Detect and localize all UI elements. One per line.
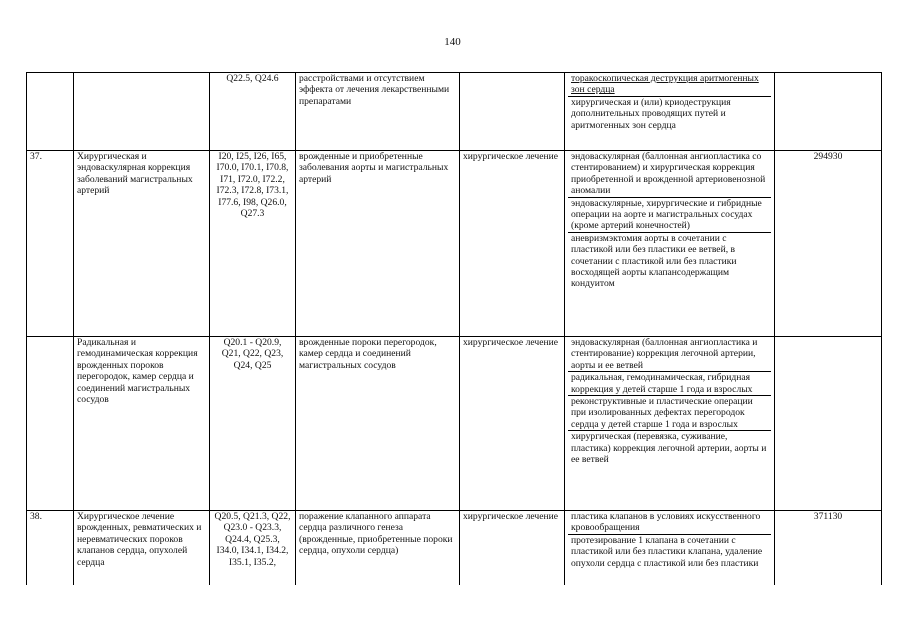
table-row — [27, 151, 882, 337]
icd-codes: Q22.5, Q24.6 — [210, 73, 296, 151]
standard-cost — [775, 73, 882, 151]
treatment-methods — [565, 511, 775, 585]
treatment-type: хирургическое лечение — [460, 337, 565, 511]
standard-cost: 371130 — [775, 511, 882, 585]
row-number — [27, 337, 74, 511]
disease-model: поражение клапанного аппарата сердца различного генеза (врожденные, приобретенные пороки сердца, опухоли сердца) — [296, 511, 460, 585]
table-row — [27, 337, 882, 511]
method-item: эндоваскулярная (баллонная ангиопластика со стентированием) и хирургическая коррекция приобретенной и врожденной артериовенозной аномалии — [571, 151, 766, 197]
method-item: аневризмэктомия аорты в сочетании с пластикой или без пластики ее ветвей, в сочетании с пластикой или без пластики восходящей аорты клапансодержащим кондуитом — [568, 232, 771, 290]
care-type-name — [74, 73, 210, 151]
page-number: 140 — [444, 36, 461, 48]
treatment-methods — [565, 151, 775, 337]
table-row — [27, 73, 882, 151]
standard-cost — [775, 337, 882, 511]
icd-codes: Q20.1 - Q20.9, Q21, Q22, Q23, Q24, Q25 — [210, 337, 296, 511]
care-type-name: Радикальная и гемодинамическая коррекция врожденных пороков перегородок, камер сердца и соединений магистральных сосудов — [74, 337, 210, 511]
method-item: хирургическая (перевязка, суживание, пластика) коррекция легочной артерии, аорты и ее ветвей — [568, 430, 771, 465]
care-type-name: Хирургическая и эндоваскулярная коррекция заболеваний магистральных артерий — [74, 151, 210, 337]
care-type-name: Хирургическое лечение врожденных, ревматических и неревматических пороков клапанов сердца, опухолей сердца — [74, 511, 210, 585]
method-item: торакоскопическая деструкция аритмогенных зон сердца — [571, 73, 759, 96]
method-item: пластика клапанов в условиях искусственного кровообращения — [571, 511, 761, 534]
medical-care-table — [26, 72, 882, 585]
icd-codes: I20, I25, I26, I65, I70.0, I70.1, I70.8, I71, I72.0, I72.2, I72.3, I72.8, I73.1, I77.6, I98, Q26.0, Q27.3 — [210, 151, 296, 337]
treatment-type: хирургическое лечение — [460, 151, 565, 337]
method-item: хирургическая и (или) криодеструкция дополнительных проводящих путей и аритмогенных зон сердца — [568, 96, 771, 131]
method-item: реконструктивные и пластические операции при изолированных дефектах перегородок сердца у детей старше 1 года и взрослых — [568, 395, 771, 430]
row-number: 37. — [27, 151, 74, 337]
method-item: эндоваскулярная (баллонная ангиопластика и стентирование) коррекция легочной артерии, аорты и ее ветвей — [571, 337, 758, 371]
treatment-type: хирургическое лечение — [460, 511, 565, 585]
standard-cost: 294930 — [775, 151, 882, 337]
method-item: эндоваскулярные, хирургические и гибридные операции на аорте и магистральных сосудах (кроме артерий конечностей) — [568, 197, 771, 232]
disease-model: врожденные пороки перегородок, камер сердца и соединений магистральных сосудов — [296, 337, 460, 511]
row-number: 38. — [27, 511, 74, 585]
method-item: протезирование 1 клапана в сочетании с пластикой или без пластики клапана, удаление опухоли сердца с пластикой или без пластики — [568, 534, 771, 569]
treatment-methods — [565, 73, 775, 151]
row-number — [27, 73, 74, 151]
method-item: радикальная, гемодинамическая, гибридная коррекция у детей старше 1 года и взрослых — [568, 371, 771, 395]
table-row — [27, 511, 882, 585]
treatment-type — [460, 73, 565, 151]
disease-model: врожденные и приобретенные заболевания аорты и магистральных артерий — [296, 151, 460, 337]
icd-codes: Q20.5, Q21.3, Q22, Q23.0 - Q23.3, Q24.4, Q25.3, I34.0, I34.1, I34.2, I35.1, I35.2, — [210, 511, 296, 585]
disease-model: расстройствами и отсутствием эффекта от лечения лекарственными препаратами — [296, 73, 460, 151]
treatment-methods — [565, 337, 775, 511]
